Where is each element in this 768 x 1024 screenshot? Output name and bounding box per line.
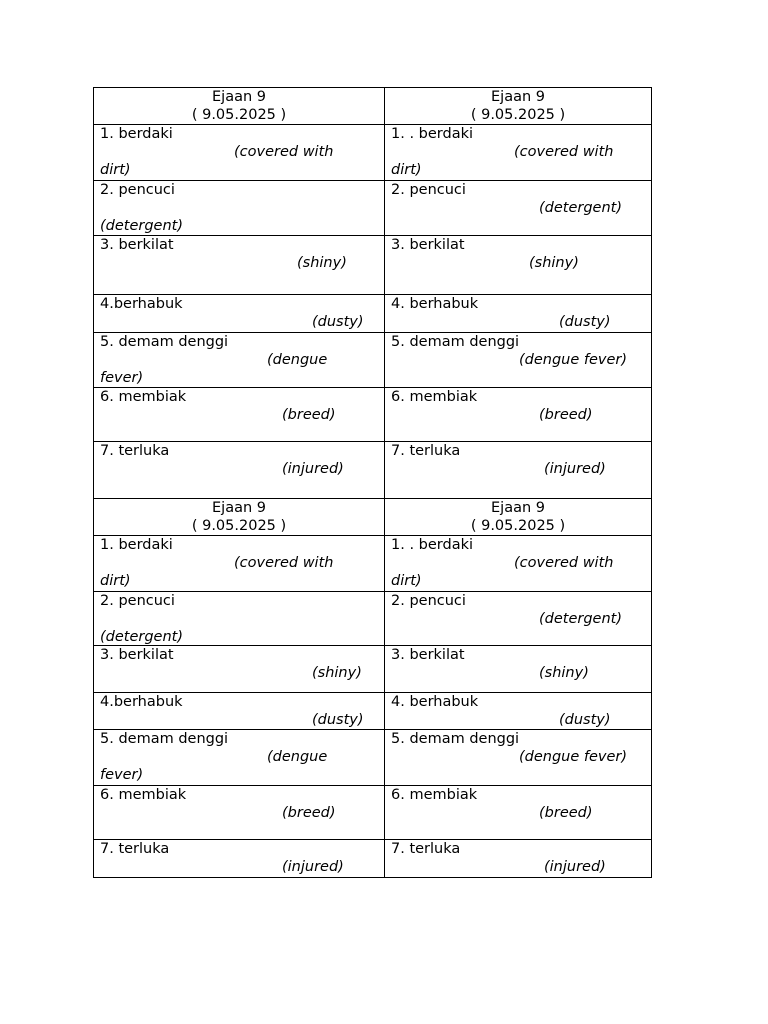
word-cell: [94, 840, 385, 878]
word-cell: [94, 388, 385, 442]
word-cell: [94, 786, 385, 840]
word-cell: [385, 181, 652, 236]
word-meaning: (shiny): [297, 255, 347, 271]
word-cell: [94, 125, 385, 181]
spelling-word: 3. berkilat: [391, 647, 465, 663]
spelling-word: 2. pencuci: [100, 593, 175, 609]
spelling-word: 2. pencuci: [100, 182, 175, 198]
word-meaning: (shiny): [529, 255, 579, 271]
word-cell: [385, 536, 652, 592]
word-meaning: (covered with: [514, 144, 614, 160]
spelling-word: 3. berkilat: [100, 237, 174, 253]
spelling-word: 1. . berdaki: [391, 126, 474, 142]
word-cell: [385, 840, 652, 878]
word-meaning-cont: dirt): [391, 573, 422, 589]
list-date: ( 9.05.2025 ): [470, 107, 566, 123]
spelling-word: 2. pencuci: [391, 182, 466, 198]
word-cell: [94, 693, 385, 730]
word-row: [94, 693, 652, 730]
word-row: [94, 333, 652, 388]
word-row: [94, 125, 652, 181]
list-date: ( 9.05.2025 ): [191, 518, 287, 534]
word-cell: [385, 646, 652, 693]
spelling-word: 1. . berdaki: [391, 537, 474, 553]
word-meaning-cont: fever): [100, 370, 144, 386]
word-meaning: (injured): [544, 461, 606, 477]
header-row: [94, 499, 652, 536]
word-cell: [94, 592, 385, 646]
word-cell: [94, 730, 385, 786]
word-row: [94, 592, 652, 646]
word-meaning: (dusty): [559, 314, 611, 330]
word-row: [94, 646, 652, 693]
word-cell: [94, 236, 385, 295]
spelling-word: 4.berhabuk: [100, 296, 183, 312]
spelling-word: 7. terluka: [391, 841, 461, 857]
spelling-word: 6. membiak: [100, 787, 187, 803]
word-meaning: (breed): [282, 805, 336, 821]
header-cell-right: [385, 88, 652, 125]
spelling-word: 5. demam denggi: [391, 731, 520, 747]
header-row: [94, 88, 652, 125]
word-meaning: (dengue: [267, 352, 328, 368]
word-row: [94, 236, 652, 295]
word-meaning: (detergent): [100, 629, 184, 645]
spelling-word: 5. demam denggi: [100, 731, 229, 747]
list-title: Ejaan 9: [212, 500, 266, 516]
list-title: Ejaan 9: [212, 89, 266, 105]
word-cell: [385, 442, 652, 499]
word-meaning: (detergent): [539, 200, 623, 216]
word-cell: [385, 388, 652, 442]
word-meaning: (breed): [539, 805, 593, 821]
word-meaning: (dusty): [312, 712, 364, 728]
word-meaning: (injured): [282, 859, 344, 875]
word-meaning: (covered with: [514, 555, 614, 571]
word-cell: [385, 295, 652, 333]
word-row: [94, 442, 652, 499]
word-row: [94, 181, 652, 236]
word-meaning: (breed): [282, 407, 336, 423]
word-cell: [385, 125, 652, 181]
spelling-word: 6. membiak: [391, 787, 478, 803]
word-row: [94, 536, 652, 592]
word-meaning: (injured): [544, 859, 606, 875]
spelling-word: 7. terluka: [391, 443, 461, 459]
word-meaning: (dusty): [559, 712, 611, 728]
spelling-word: 5. demam denggi: [100, 334, 229, 350]
word-cell: [385, 786, 652, 840]
word-meaning: (detergent): [100, 218, 184, 234]
header-cell-left: [94, 88, 385, 125]
word-row: [94, 840, 652, 878]
word-cell: [94, 646, 385, 693]
word-row: [94, 388, 652, 442]
word-cell: [94, 295, 385, 333]
word-meaning: (covered with: [234, 555, 334, 571]
word-meaning: (breed): [539, 407, 593, 423]
word-row: [94, 295, 652, 333]
spelling-word: 7. terluka: [100, 443, 170, 459]
word-meaning-cont: dirt): [100, 162, 131, 178]
word-meaning-cont: fever): [100, 767, 144, 783]
spelling-word: 4.berhabuk: [100, 694, 183, 710]
spelling-word: 1. berdaki: [100, 126, 173, 142]
word-meaning: (injured): [282, 461, 344, 477]
word-meaning: (dengue fever): [519, 749, 628, 765]
spelling-word: 6. membiak: [100, 389, 187, 405]
word-cell: [385, 236, 652, 295]
word-cell: [94, 333, 385, 388]
spelling-word: 4. berhabuk: [391, 694, 479, 710]
word-cell: [385, 333, 652, 388]
header-cell-right: [385, 499, 652, 536]
header-cell-left: [94, 499, 385, 536]
spelling-word: 2. pencuci: [391, 593, 466, 609]
spelling-word: 5. demam denggi: [391, 334, 520, 350]
word-meaning: (shiny): [539, 665, 589, 681]
spelling-word: 3. berkilat: [391, 237, 465, 253]
list-title: Ejaan 9: [491, 500, 545, 516]
word-meaning: (shiny): [312, 665, 362, 681]
word-meaning: (detergent): [539, 611, 623, 627]
word-cell: [94, 181, 385, 236]
word-meaning-cont: dirt): [100, 573, 131, 589]
word-cell: [385, 730, 652, 786]
list-date: ( 9.05.2025 ): [191, 107, 287, 123]
word-meaning-cont: dirt): [391, 162, 422, 178]
word-cell: [94, 442, 385, 499]
word-cell: [385, 693, 652, 730]
word-cell: [94, 536, 385, 592]
list-title: Ejaan 9: [491, 89, 545, 105]
word-meaning: (covered with: [234, 144, 334, 160]
spelling-word: 7. terluka: [100, 841, 170, 857]
spelling-word: 1. berdaki: [100, 537, 173, 553]
word-meaning: (dengue: [267, 749, 328, 765]
list-date: ( 9.05.2025 ): [470, 518, 566, 534]
word-meaning: (dusty): [312, 314, 364, 330]
spelling-word: 4. berhabuk: [391, 296, 479, 312]
word-cell: [385, 592, 652, 646]
word-row: [94, 786, 652, 840]
word-meaning: (dengue fever): [519, 352, 628, 368]
word-row: [94, 730, 652, 786]
spelling-word: 3. berkilat: [100, 647, 174, 663]
spelling-word: 6. membiak: [391, 389, 478, 405]
spelling-list-table: [93, 87, 652, 878]
